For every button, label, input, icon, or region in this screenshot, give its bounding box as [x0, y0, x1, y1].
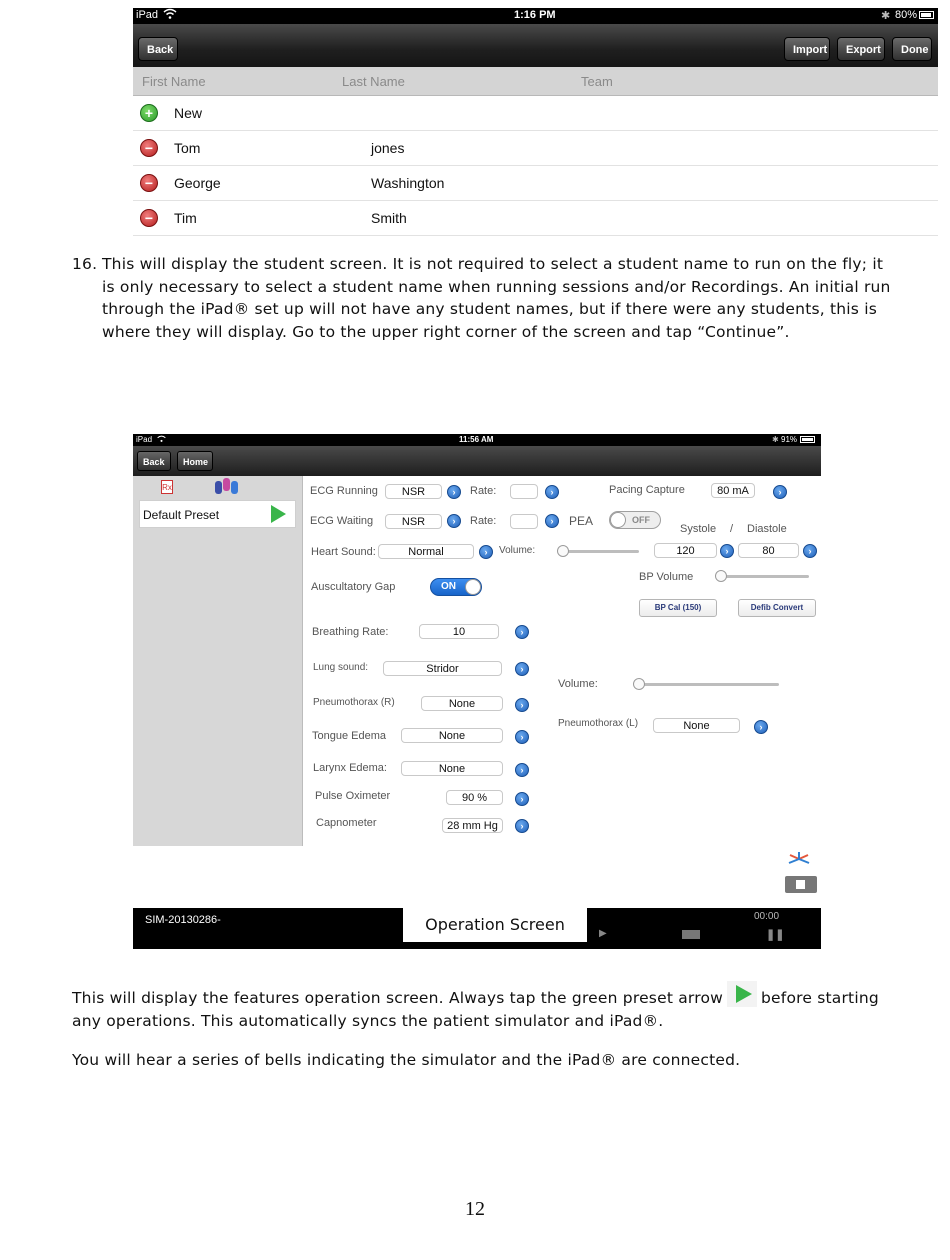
- back-button[interactable]: Back: [138, 37, 178, 61]
- heart-sound-field[interactable]: Normal: [378, 544, 474, 559]
- first-name: New: [174, 105, 203, 121]
- bells-text: You will hear a series of bells indicating the simulator and the iPad® are connected.: [72, 1051, 741, 1069]
- first-name: Tim: [174, 210, 197, 226]
- add-icon[interactable]: +: [140, 104, 158, 122]
- lung-volume-slider[interactable]: [633, 683, 779, 686]
- preset-instruction-paragraph: [72, 981, 892, 1032]
- capno-arrow-icon[interactable]: ›: [515, 819, 529, 833]
- pea-state: OFF: [632, 515, 650, 525]
- heart-sound-label: Heart Sound:: [311, 546, 376, 558]
- heart-sound-arrow-icon[interactable]: ›: [479, 545, 493, 559]
- pacing-arrow-icon[interactable]: ›: [773, 485, 787, 499]
- ecg-running-arrow-icon[interactable]: ›: [447, 485, 461, 499]
- capnometer-label: Capnometer: [316, 817, 377, 829]
- carrier-label: iPad: [136, 9, 159, 21]
- bp-separator: /: [730, 523, 734, 535]
- last-name: Smith: [371, 210, 407, 226]
- pneumothorax-l-label: Pneumothorax (L): [558, 718, 639, 729]
- bp-volume-slider[interactable]: [715, 575, 809, 578]
- status-bar: [133, 434, 821, 446]
- timer-readout: 00:00: [754, 911, 780, 922]
- default-preset-item[interactable]: [139, 500, 296, 528]
- pea-toggle[interactable]: [609, 511, 661, 529]
- green-preset-arrow-icon: [727, 981, 757, 1007]
- larynx-edema-field[interactable]: None: [401, 761, 503, 776]
- larynx-arrow-icon[interactable]: ›: [515, 763, 529, 777]
- brand-logo-icon: [786, 851, 812, 872]
- tongue-arrow-icon[interactable]: ›: [515, 730, 529, 744]
- heart-volume-slider[interactable]: [557, 550, 639, 553]
- diastole-field[interactable]: 80: [738, 543, 799, 558]
- col-first-name: First Name: [142, 74, 206, 89]
- col-team: Team: [581, 74, 613, 89]
- diastole-label: Diastole: [747, 523, 787, 535]
- carrier-label: iPad: [136, 435, 153, 444]
- step-text: This will display the student screen. It is not required to select a student name to run on the fly; it is only necessary to select a student name when running sessions and/or Recordings. An initial run through the iPad® set up will not have any student names, but if there were any students, this is where they will display. Go to the upper right corner of the screen and tap “Continue”.: [102, 255, 891, 341]
- ecg-waiting-rate-field[interactable]: [510, 514, 538, 529]
- ecg-running-label: ECG Running: [310, 485, 378, 497]
- systole-field[interactable]: 120: [654, 543, 717, 558]
- status-time: 1:16 PM: [514, 9, 556, 21]
- pacing-capture-label: Pacing Capture: [609, 484, 685, 496]
- nav-bar: [133, 446, 821, 476]
- ecg-running-field[interactable]: NSR: [385, 484, 442, 499]
- instruction-text-b: before starting any operations. This automatically syncs the patient simulator and iPad®.: [72, 989, 879, 1030]
- last-name: jones: [371, 140, 405, 156]
- lung-arrow-icon[interactable]: ›: [515, 662, 529, 676]
- lung-volume-label: Volume:: [558, 678, 598, 690]
- list-item[interactable]: [133, 166, 938, 201]
- larynx-edema-label: Larynx Edema:: [313, 762, 387, 774]
- stop-button[interactable]: [785, 876, 817, 893]
- heart-volume-label: Volume:: [499, 545, 536, 556]
- status-bar: [133, 8, 938, 24]
- lung-volume-knob[interactable]: [633, 678, 645, 690]
- instruction-text-a: This will display the features operation screen. Always tap the green preset arrow: [72, 989, 724, 1007]
- toggle-knob: [465, 579, 481, 595]
- preset-sidebar: [133, 476, 303, 846]
- pulse-oximeter-label: Pulse Oximeter: [315, 790, 391, 802]
- page-number: 12: [465, 1198, 485, 1220]
- systole-label: Systole: [680, 523, 717, 535]
- pneumothorax-r-field[interactable]: None: [421, 696, 503, 711]
- nav-bar: [133, 24, 938, 67]
- ecg-waiting-arrow-icon[interactable]: ›: [447, 514, 461, 528]
- column-header: [133, 67, 938, 96]
- import-button[interactable]: Import: [784, 37, 830, 61]
- session-id: SIM-20130286-: [145, 914, 221, 926]
- delete-icon[interactable]: −: [140, 139, 158, 157]
- pneumothorax-l-arrow-icon[interactable]: ›: [754, 720, 768, 734]
- pea-label: PEA: [569, 514, 594, 528]
- pneumothorax-r-arrow-icon[interactable]: ›: [515, 698, 529, 712]
- student-list-screenshot: [133, 8, 938, 228]
- pause-icon[interactable]: ❚❚: [766, 929, 785, 941]
- pacing-capture-field[interactable]: 80 mA: [711, 483, 755, 498]
- bp-volume-label: BP Volume: [639, 571, 694, 583]
- battery-icon: [919, 11, 934, 19]
- pulse-oximeter-field[interactable]: 90 %: [446, 790, 503, 805]
- lung-sound-field[interactable]: Stridor: [383, 661, 502, 676]
- first-name: Tom: [174, 140, 201, 156]
- delete-icon[interactable]: −: [140, 174, 158, 192]
- list-item[interactable]: [133, 201, 938, 236]
- home-button[interactable]: Home: [177, 451, 213, 471]
- ecg-waiting-rate-label: Rate:: [470, 515, 497, 527]
- auscultatory-gap-label: Auscultatory Gap: [311, 581, 396, 593]
- preset-label: Default Preset: [143, 508, 220, 522]
- bells-paragraph: [72, 1049, 892, 1072]
- ecg-waiting-label: ECG Waiting: [310, 515, 374, 527]
- defib-convert-button[interactable]: Defib Convert: [738, 599, 816, 617]
- pulse-ox-arrow-icon[interactable]: ›: [515, 792, 529, 806]
- capnometer-field[interactable]: 28 mm Hg: [442, 818, 503, 833]
- delete-icon[interactable]: −: [140, 209, 158, 227]
- toggle-knob: [610, 512, 626, 528]
- step-number: 16.: [72, 255, 98, 273]
- last-name: Washington: [371, 175, 445, 191]
- breathing-arrow-icon[interactable]: ›: [515, 625, 529, 639]
- preset-play-icon[interactable]: [271, 505, 286, 523]
- heart-volume-knob[interactable]: [557, 545, 569, 557]
- tongue-edema-label: Tongue Edema: [312, 730, 386, 742]
- pneumothorax-r-label: Pneumothorax (R): [313, 697, 395, 708]
- ecg-running-rate-label: Rate:: [470, 485, 497, 497]
- operation-screen-screenshot: [133, 434, 821, 949]
- ausc-gap-state: ON: [441, 581, 456, 592]
- auscultatory-gap-toggle[interactable]: [430, 578, 482, 596]
- ecg-waiting-field[interactable]: NSR: [385, 514, 442, 529]
- record-icon[interactable]: [682, 930, 700, 939]
- battery-percent: 91%: [781, 435, 798, 444]
- diastole-arrow-icon[interactable]: ›: [803, 544, 817, 558]
- play-icon[interactable]: ▶: [599, 928, 607, 939]
- bp-volume-knob[interactable]: [715, 570, 727, 582]
- wifi-icon: [157, 435, 166, 445]
- col-last-name: Last Name: [342, 74, 405, 89]
- done-button[interactable]: Done: [892, 37, 932, 61]
- list-item[interactable]: [133, 131, 938, 166]
- lung-sound-label: Lung sound:: [313, 662, 369, 673]
- ecg-running-rate-field[interactable]: [510, 484, 538, 499]
- export-button[interactable]: Export: [837, 37, 885, 61]
- ecg-waiting-rate-arrow-icon[interactable]: ›: [545, 514, 559, 528]
- bluetooth-icon: ✱: [881, 10, 891, 22]
- battery-percent: 80%: [895, 9, 918, 21]
- wifi-icon: [163, 8, 177, 23]
- battery-icon: [800, 436, 815, 443]
- bluetooth-icon: ✱: [772, 435, 779, 444]
- operation-screen-caption: Operation Screen: [403, 908, 587, 942]
- stop-icon: [796, 880, 805, 889]
- systole-arrow-icon[interactable]: ›: [720, 544, 734, 558]
- tongue-edema-field[interactable]: None: [401, 728, 503, 743]
- first-name: George: [174, 175, 221, 191]
- breathing-rate-field[interactable]: 10: [419, 624, 499, 639]
- pneumothorax-l-field[interactable]: None: [653, 718, 740, 733]
- list-item-new[interactable]: [133, 96, 938, 131]
- ecg-running-rate-arrow-icon[interactable]: ›: [545, 485, 559, 499]
- prescription-icon[interactable]: Rx: [161, 480, 173, 494]
- pills-icon[interactable]: [215, 478, 241, 494]
- breathing-rate-label: Breathing Rate:: [312, 626, 389, 638]
- back-button[interactable]: Back: [137, 451, 171, 471]
- bp-cal-button[interactable]: BP Cal (150): [639, 599, 717, 617]
- status-time: 11:56 AM: [459, 435, 494, 444]
